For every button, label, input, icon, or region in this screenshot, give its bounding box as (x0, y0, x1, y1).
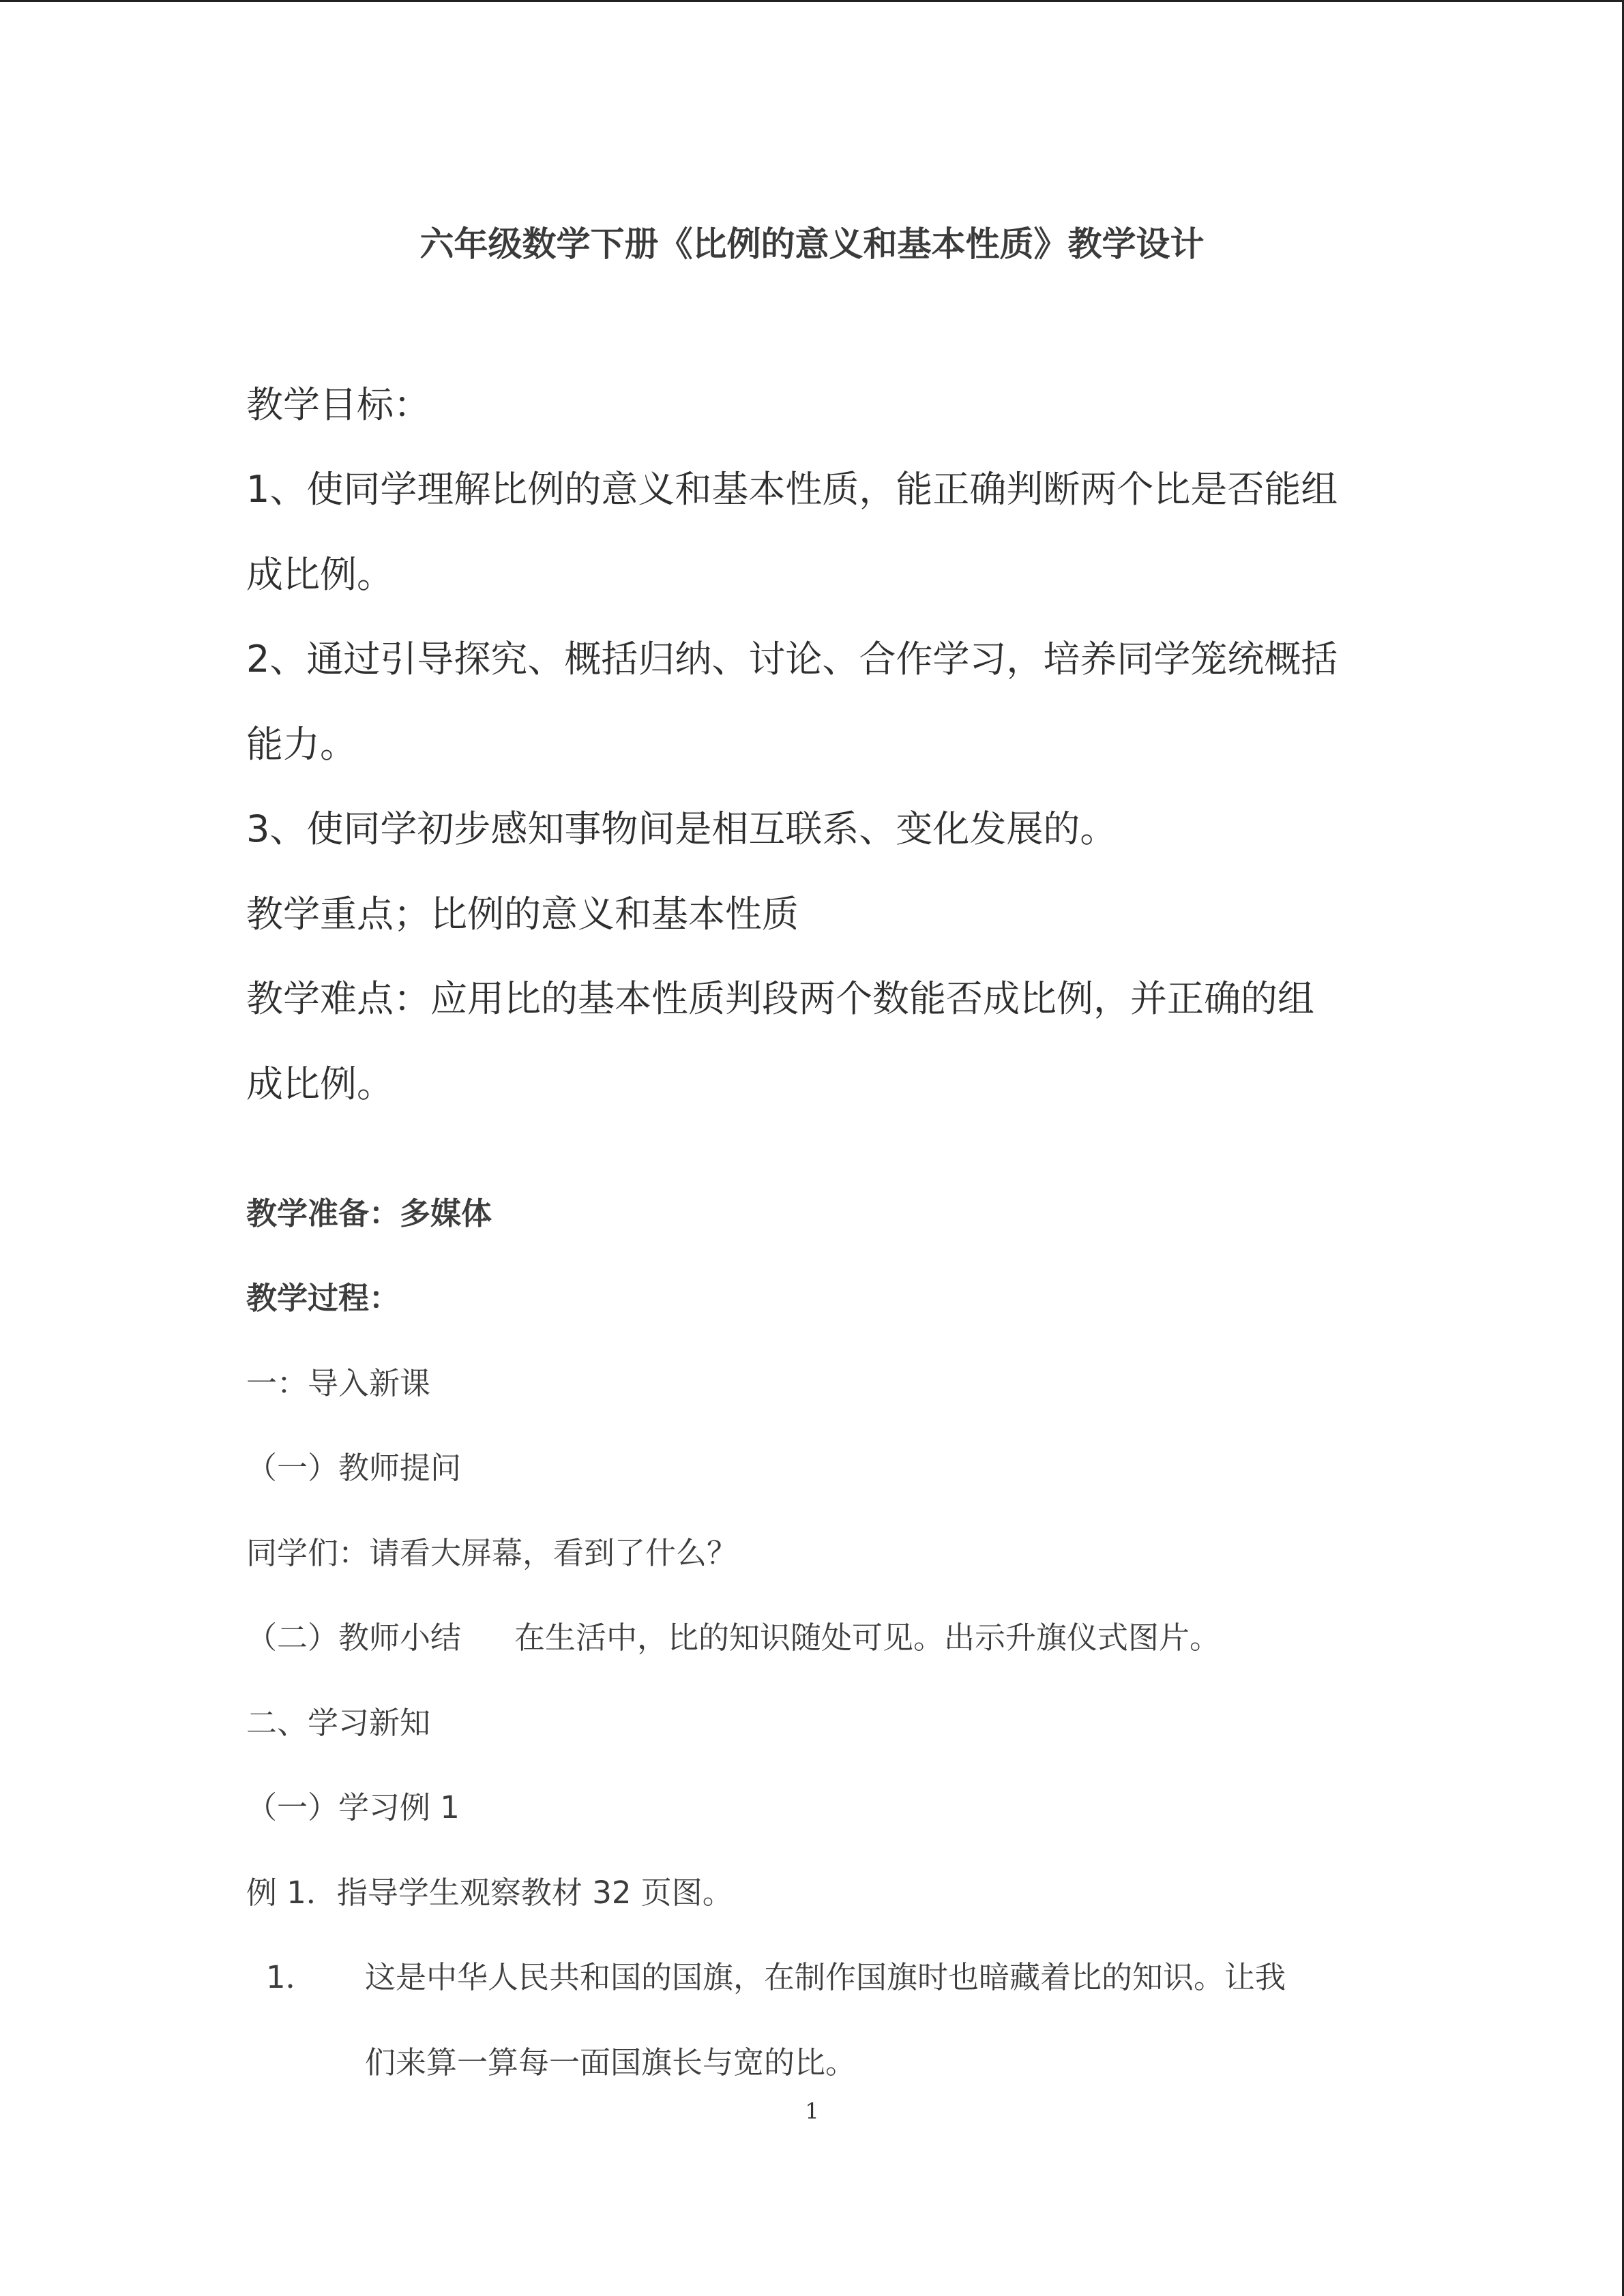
section-2-heading: 二、学习新知 (246, 1705, 431, 1741)
objective-1-line-1: 1、使同学理解比例的意义和基本性质，能正确判断两个比是否能组 (246, 468, 1338, 511)
list-item-line-2: 们来算一算每一面国旗长与宽的比。 (365, 2044, 857, 2081)
objective-1-line-2: 成比例。 (246, 553, 394, 596)
subsection-1-2-label: （二）教师小结 (246, 1620, 462, 1656)
process-heading: 教学过程： (246, 1280, 400, 1316)
section-1-heading: 一：导入新课 (246, 1365, 431, 1401)
subsection-1-2-text: 在生活中，比的知识随处可见。出示升旗仪式图片。 (514, 1620, 1221, 1656)
preparation: 教学准备：多媒体 (246, 1195, 492, 1232)
key-point: 教学重点；比例的意义和基本性质 (246, 893, 799, 936)
objective-3: 3、使同学初步感知事物间是相互联系、变化发展的。 (246, 807, 1117, 850)
example-1: 例 1．指导学生观察教材 32 页图。 (246, 1875, 733, 1911)
objective-2-line-2: 能力。 (246, 723, 357, 766)
objectives-heading: 教学目标： (246, 383, 430, 426)
subsection-1-2 (246, 1620, 1221, 1656)
subsection-1-1: （一）教师提问 (246, 1450, 462, 1486)
teacher-question: 同学们：请看大屏幕，看到了什么？ (246, 1535, 738, 1571)
list-item-number: 1． (266, 1959, 316, 1995)
top-border (0, 0, 1624, 2)
document-title: 六年级数学下册《比例的意义和基本性质》教学设计 (419, 224, 1205, 264)
page-number: 1 (805, 2098, 819, 2124)
difficulty-line-2: 成比例。 (246, 1062, 394, 1105)
list-item-line-1: 这是中华人民共和国的国旗，在制作国旗时也暗藏着比的知识。让我 (365, 1959, 1286, 1995)
subsection-2-1: （一）学习例 1 (246, 1789, 460, 1825)
difficulty-line-1: 教学难点：应用比的基本性质判段两个数能否成比例，并正确的组 (246, 977, 1314, 1020)
objective-2-line-1: 2、通过引导探究、概括归纳、讨论、合作学习，培养同学笼统概括 (246, 638, 1338, 681)
